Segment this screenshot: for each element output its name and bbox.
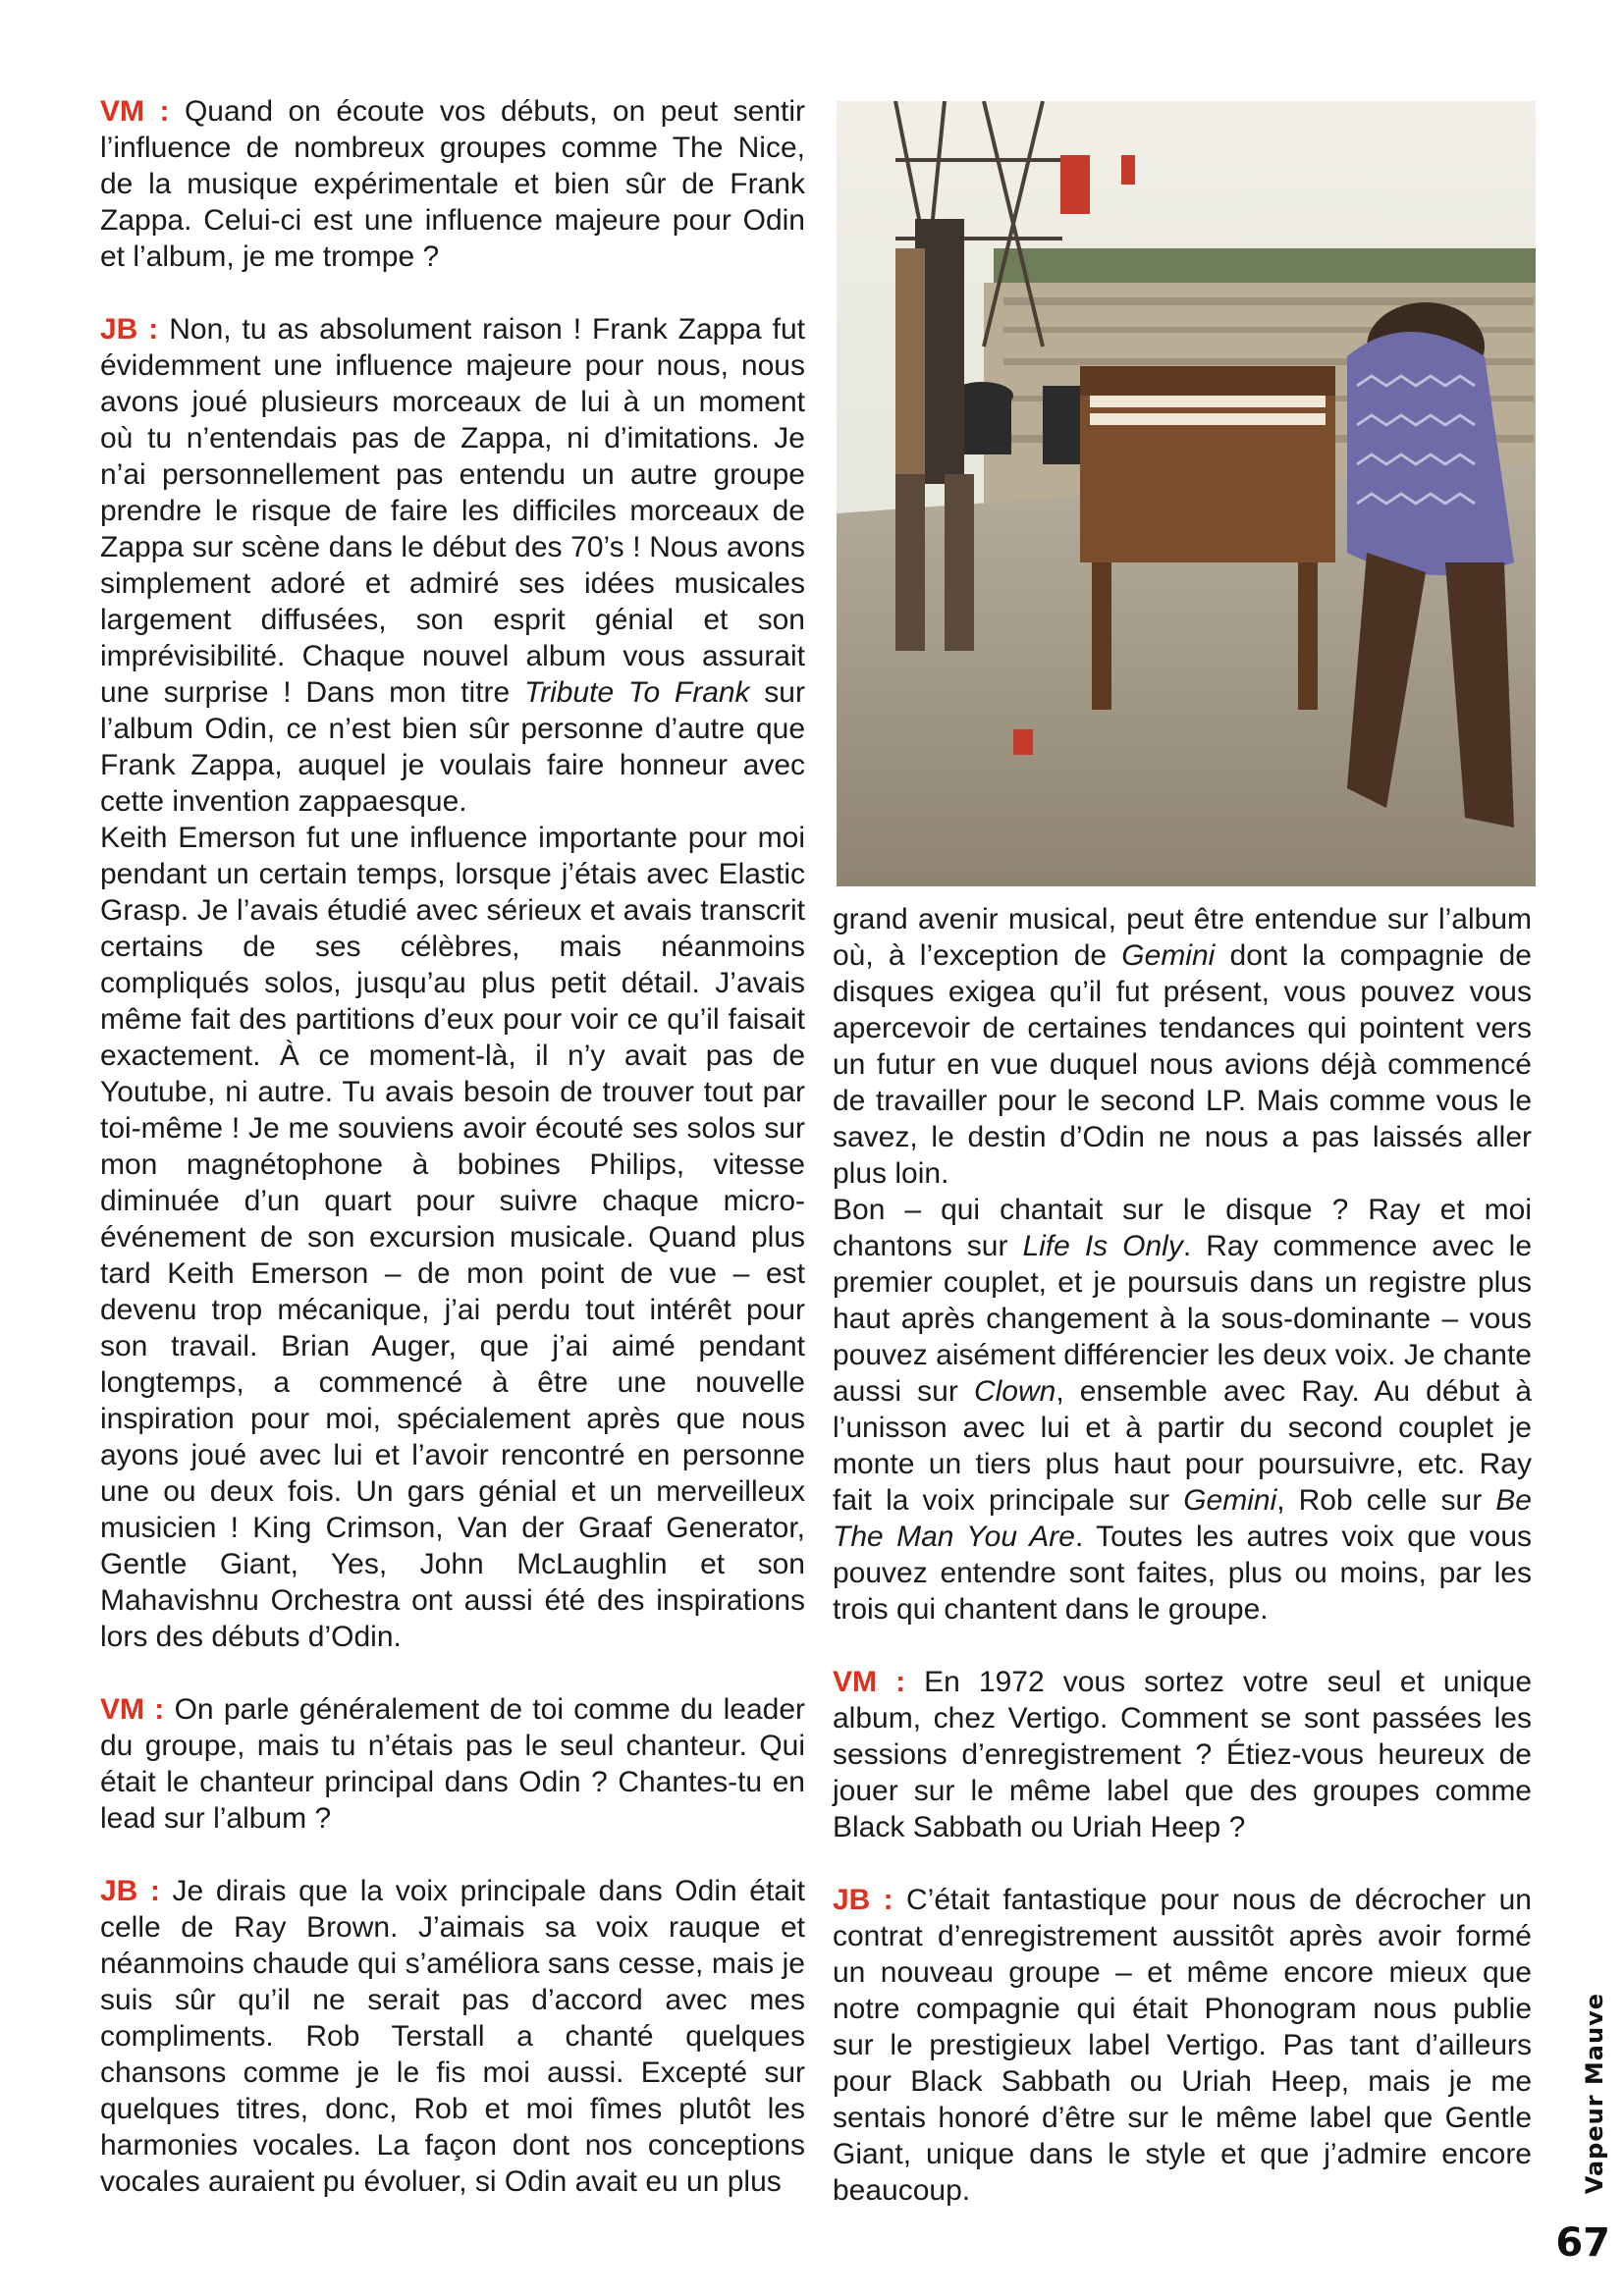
question-paragraph (100, 93, 805, 275)
paragraph-text: Je dirais que la voix principale dans Odin était celle de Ray Brown. J’aimais sa voix rauque et néanmoins chaude qui s’améliora sans cesse, mais je suis sûr qu’il ne serait pas d’accord avec mes compliments. Rob Terstall a chanté quelques chansons comme je le fis moi aussi. Excepté sur quelques titres, donc, Rob et moi fîmes plutôt les harmonies vocales. La façon dont nos conceptions vocales auraient pu évoluer, si Odin avait eu un plus (100, 1875, 805, 2198)
paragraph-text: Keith Emerson fut une influence importante pour moi pendant un certain temps, lorsque j’étais avec Elastic Grasp. Je l’avais étudié avec sérieux et avais transcrit certains de ses célèbres, mais néanmoins compliqués solos, jusqu’au plus petit détail. J’avais même fait des partitions d’eux pour voir ce qu’il faisait exactement. À ce moment-là, il n’y avait pas de Youtube, ni autre. Tu avais besoin de trouver tout par toi-même ! Je me souviens avoir écouté ses solos sur mon magnétophone à bobines Philips, vitesse diminuée d’un quart pour suivre chaque micro-événement de son excursion musicale. Quand plus tard Keith Emerson – de mon point de vue – est devenu trop mécanique, j’ai perdu tout intérêt pour son travail. Brian Auger, que j’ai aimé pendant longtemps, a commencé à être une nouvelle inspiration pour moi, spécialement après que nous ayons joué avec lui et l’avoir rencontré en personne une ou deux fois. Un gars génial et un merveilleux musicien ! King Crimson, Van der Graaf Generator, Gentle Giant, Yes, John McLaughlin et son Mahavishnu Orchestra ont aussi été des inspirations lors des débuts d’Odin. (100, 822, 805, 1653)
page-number: 67 (1555, 2220, 1610, 2266)
concert-photo (837, 101, 1536, 886)
song-title: Be The Man You Are (833, 1484, 1532, 1553)
song-title: Tribute To Frank (523, 676, 750, 709)
paragraph-text: Bon – qui chantait sur le disque ? Ray et moi chantons sur (833, 1194, 1532, 1262)
answer-paragraph (833, 1882, 1532, 2209)
paragraph-text: , Rob celle sur (1276, 1484, 1496, 1517)
magazine-name: Vapeur Mauve (1581, 1993, 1608, 2195)
right-column (833, 901, 1532, 2209)
paragraph-text: . Toutes les autres voix que vous pouvez entendre sont faites, plus ou moins, par les trois qui chantent dans le groupe. (833, 1521, 1532, 1626)
song-title: Clown (973, 1375, 1056, 1408)
paragraph-text: C’était fantastique pour nous de décrocher un contrat d’enregistrement aussitôt après avoir formé un nouveau groupe – et même encore mieux que notre compagnie qui était Phonogram nous publie sur le prestigieux label Vertigo. Pas tant d’ailleurs pour Black Sabbath ou Uriah Heep, mais je me sentais honoré d’être sur le même label que Gentle Giant, unique dans le style et que j’admire encore beaucoup. (833, 1884, 1532, 2207)
paragraph-text: , ensemble avec Ray. Au début à l’unisson avec lui et à partir du second couplet je monte un tiers plus haut pour poursuivre, etc. Ray fait la voix principale sur (833, 1375, 1532, 1517)
question-paragraph (833, 1664, 1532, 1845)
speaker-label: VM : (100, 1693, 165, 1726)
speaker-label: VM : (833, 1666, 906, 1698)
answer-paragraph (833, 1192, 1532, 1628)
song-title: Gemini (1183, 1484, 1277, 1517)
paragraph-text: On parle généralement de toi comme du leader du groupe, mais tu n’étais pas le seul chanteur. Qui était le chanteur principal dans Odin ? Chantes-tu en lead sur l’album ? (100, 1693, 806, 1835)
answer-paragraph (100, 311, 805, 820)
paragraph-text: . Ray commence avec le premier couplet, et je poursuis dans un registre plus haut après changement à la sous-dominante – vous pouvez aisément différencier les deux voix. Je chante aussi sur (833, 1230, 1533, 1408)
paragraph-text: dont la compagnie de disques exigea qu’il fut présent, vous pouvez vous apercevoir de certaines tendances qui pointent vers un futur en vue duquel nous avions déjà commencé de travailler pour le second LP. Mais comme vous le savez, le destin d’Odin ne nous a pas laissés aller plus loin. (833, 939, 1532, 1190)
paragraph-text: Quand on écoute vos débuts, on peut sentir l’influence de nombreux groupes comme The Nice, de la musique expérimentale et bien sûr de Frank Zappa. Celui-ci est une influence majeure pour Odin et l’album, je me trompe ? (100, 95, 805, 273)
song-title: Gemini (1121, 939, 1216, 972)
left-column (100, 93, 805, 2200)
answer-paragraph (833, 901, 1532, 1192)
answer-paragraph (100, 1873, 805, 2200)
speaker-label: JB : (100, 1875, 160, 1907)
concert-photo-illustration (837, 101, 1536, 886)
speaker-label: VM : (100, 95, 170, 128)
speaker-label: JB : (100, 313, 159, 346)
song-title: Life Is Only (1022, 1230, 1183, 1262)
paragraph-text: En 1972 vous sortez votre seul et unique album, chez Vertigo. Comment se sont passées les sessions d’enregistrement ? Étiez-vous heureux de jouer sur le même label que des groupes comme Black Sabbath ou Uriah Heep ? (833, 1666, 1533, 1843)
paragraph-text: grand avenir musical, peut être entendue sur l’album où, à l’exception de (833, 903, 1532, 972)
speaker-label: JB : (833, 1884, 893, 1916)
answer-paragraph (100, 820, 805, 1655)
question-paragraph (100, 1691, 805, 1837)
paragraph-text: sur l’album Odin, ce n’est bien sûr personne d’autre que Frank Zappa, auquel je voulais faire honneur avec cette invention zappaesque. (100, 676, 805, 818)
paragraph-text: Non, tu as absolument raison ! Frank Zappa fut évidemment une influence majeure pour nous, nous avons joué plusieurs morceaux de lui à un moment où tu n’entendais pas de Zappa, ni d’imitations. Je n’ai personnellement pas entendu un autre groupe prendre le risque de faire les difficiles morceaux de Zappa sur scène dans le début des 70’s ! Nous avons simplement adoré et admiré ses idées musicales largement diffusées, son esprit génial et son imprévisibilité. Chaque nouvel album vous assurait une surprise ! Dans mon titre (100, 313, 805, 709)
